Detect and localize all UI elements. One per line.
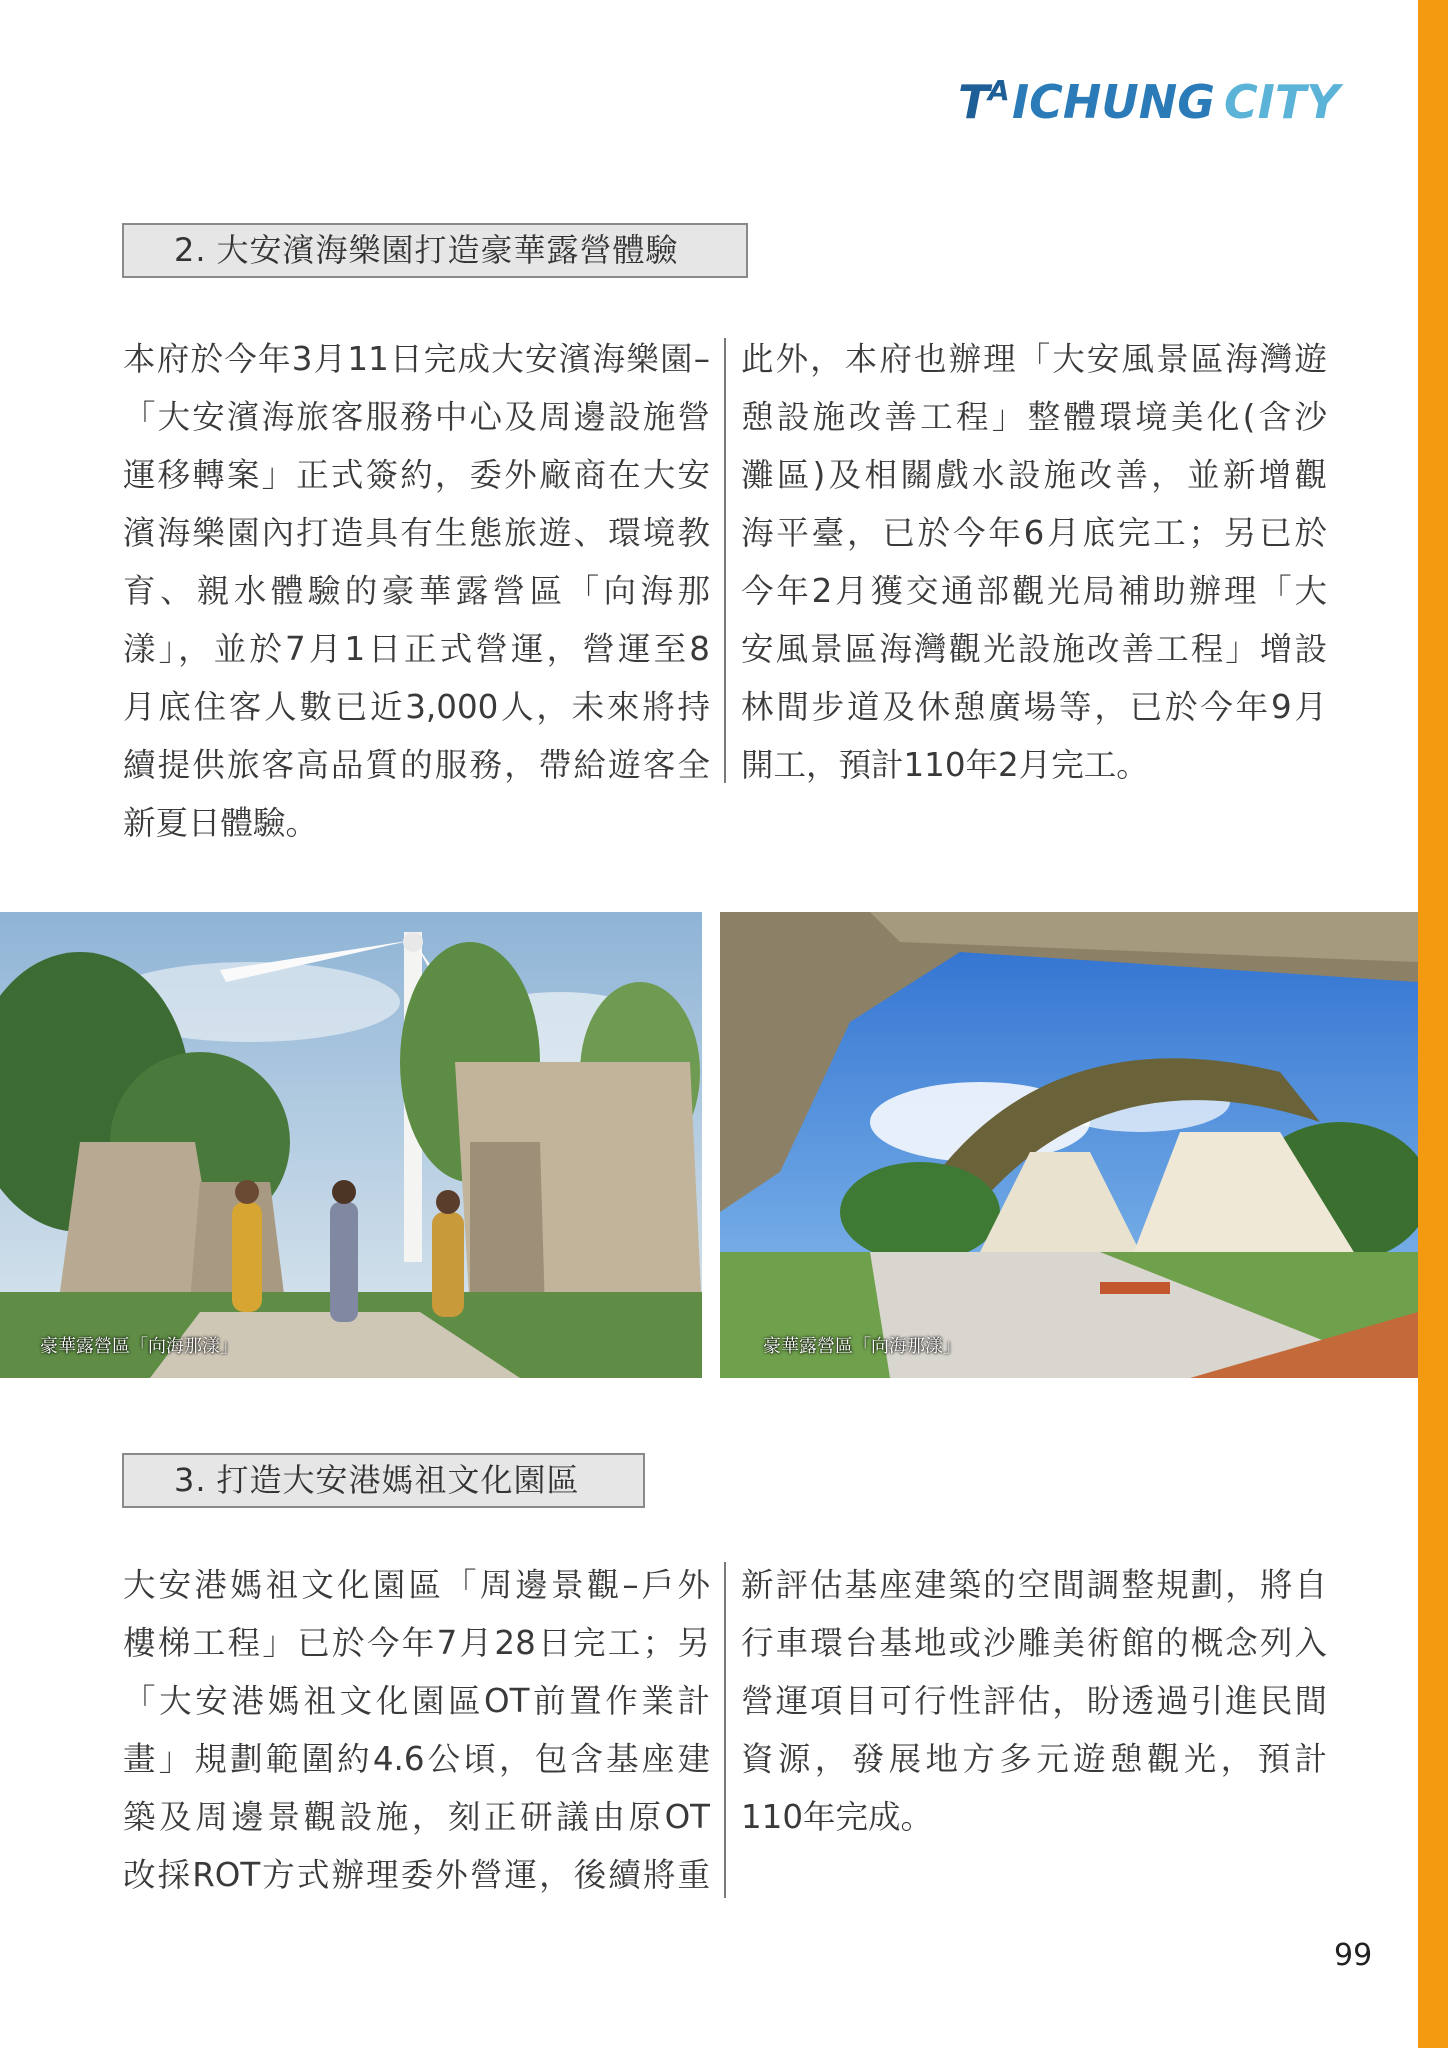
paragraph-line: 此外，本府也辦理「大安風景區海灣遊	[741, 340, 1327, 378]
section-2-number: 2.	[174, 231, 207, 269]
paragraph-line: 築及周邊景觀設施，刻正研議由原OT	[123, 1798, 710, 1836]
column-divider	[724, 1562, 726, 1898]
svg-text:ICHUNG: ICHUNG	[1012, 75, 1215, 126]
section-2-heading	[122, 223, 748, 278]
paragraph-line: 畫」規劃範圍約4.6公頃，包含基座建	[123, 1740, 710, 1778]
glamping-photo-right	[720, 912, 1418, 1378]
paragraph-line: 新夏日體驗。	[123, 804, 319, 842]
taichung-city-logo	[958, 74, 1360, 126]
section-2-right-column	[741, 330, 1327, 794]
paragraph-line: 大安港媽祖文化園區「周邊景觀–戶外	[123, 1566, 710, 1604]
photo-caption-right: 豪華露營區「向海那漾」	[763, 1336, 961, 1357]
glamping-photo-left	[0, 912, 702, 1378]
paragraph-line: 育、親水體驗的豪華露營區「向海那	[123, 572, 710, 610]
paragraph-line: 安風景區海灣觀光設施改善工程」增設	[741, 630, 1327, 668]
paragraph-line: 「大安濱海旅客服務中心及周邊設施營	[123, 398, 710, 436]
paragraph-line: 資源，發展地方多元遊憩觀光，預計	[741, 1740, 1327, 1778]
paragraph-line: 憩設施改善工程」整體環境美化(含沙	[741, 398, 1327, 436]
paragraph-line: 月底住客人數已近3,000人，未來將持	[123, 688, 710, 726]
section-2-left-column	[123, 330, 710, 852]
section-3-number: 3.	[174, 1461, 207, 1499]
paragraph-line: 今年2月獲交通部觀光局補助辦理「大	[741, 572, 1327, 610]
section-3-heading	[122, 1453, 645, 1508]
paragraph-line: 行車環台基地或沙雕美術館的概念列入	[741, 1624, 1327, 1662]
paragraph-line: 「大安港媽祖文化園區OT前置作業計	[123, 1682, 710, 1720]
paragraph-line: 開工，預計110年2月完工。	[741, 746, 1149, 784]
svg-text:CITY: CITY	[1224, 75, 1340, 126]
paragraph-line: 林間步道及休憩廣場等，已於今年9月	[741, 688, 1327, 726]
paragraph-line: 改採ROT方式辦理委外營運，後續將重	[123, 1856, 710, 1894]
paragraph-line: 110年完成。	[741, 1798, 934, 1836]
paragraph-line: 濱海樂園內打造具有生態旅遊、環境教	[123, 514, 710, 552]
photo-caption-left: 豪華露營區「向海那漾」	[40, 1336, 238, 1357]
section-3-right-column	[741, 1556, 1327, 1846]
paragraph-line: 漾」，並於7月1日正式營運，營運至8	[123, 630, 710, 668]
paragraph-line: 灘區)及相關戲水設施改善，並新增觀	[741, 456, 1327, 494]
paragraph-line: 樓梯工程」已於今年7月28日完工；另	[123, 1624, 710, 1662]
paragraph-line: 運移轉案」正式簽約，委外廠商在大安	[123, 456, 710, 494]
section-3-title: 打造大安港媽祖文化園區	[216, 1461, 580, 1499]
orange-side-bar	[1418, 0, 1448, 2048]
paragraph-line: 營運項目可行性評估，盼透過引進民間	[741, 1682, 1327, 1720]
paragraph-line: 本府於今年3月11日完成大安濱海樂園–	[123, 340, 710, 378]
paragraph-line: 續提供旅客高品質的服務，帶給遊客全	[123, 746, 710, 784]
section-2-title: 大安濱海樂園打造豪華露營體驗	[216, 231, 679, 269]
paragraph-line: 海平臺，已於今年6月底完工；另已於	[741, 514, 1327, 552]
svg-text:T: T	[958, 75, 990, 126]
svg-text:A: A	[988, 74, 1010, 107]
section-3-left-column	[123, 1556, 710, 1904]
paragraph-line: 新評估基座建築的空間調整規劃，將自	[741, 1566, 1327, 1604]
page-number: 99	[1334, 1938, 1373, 1973]
column-divider	[724, 338, 726, 783]
